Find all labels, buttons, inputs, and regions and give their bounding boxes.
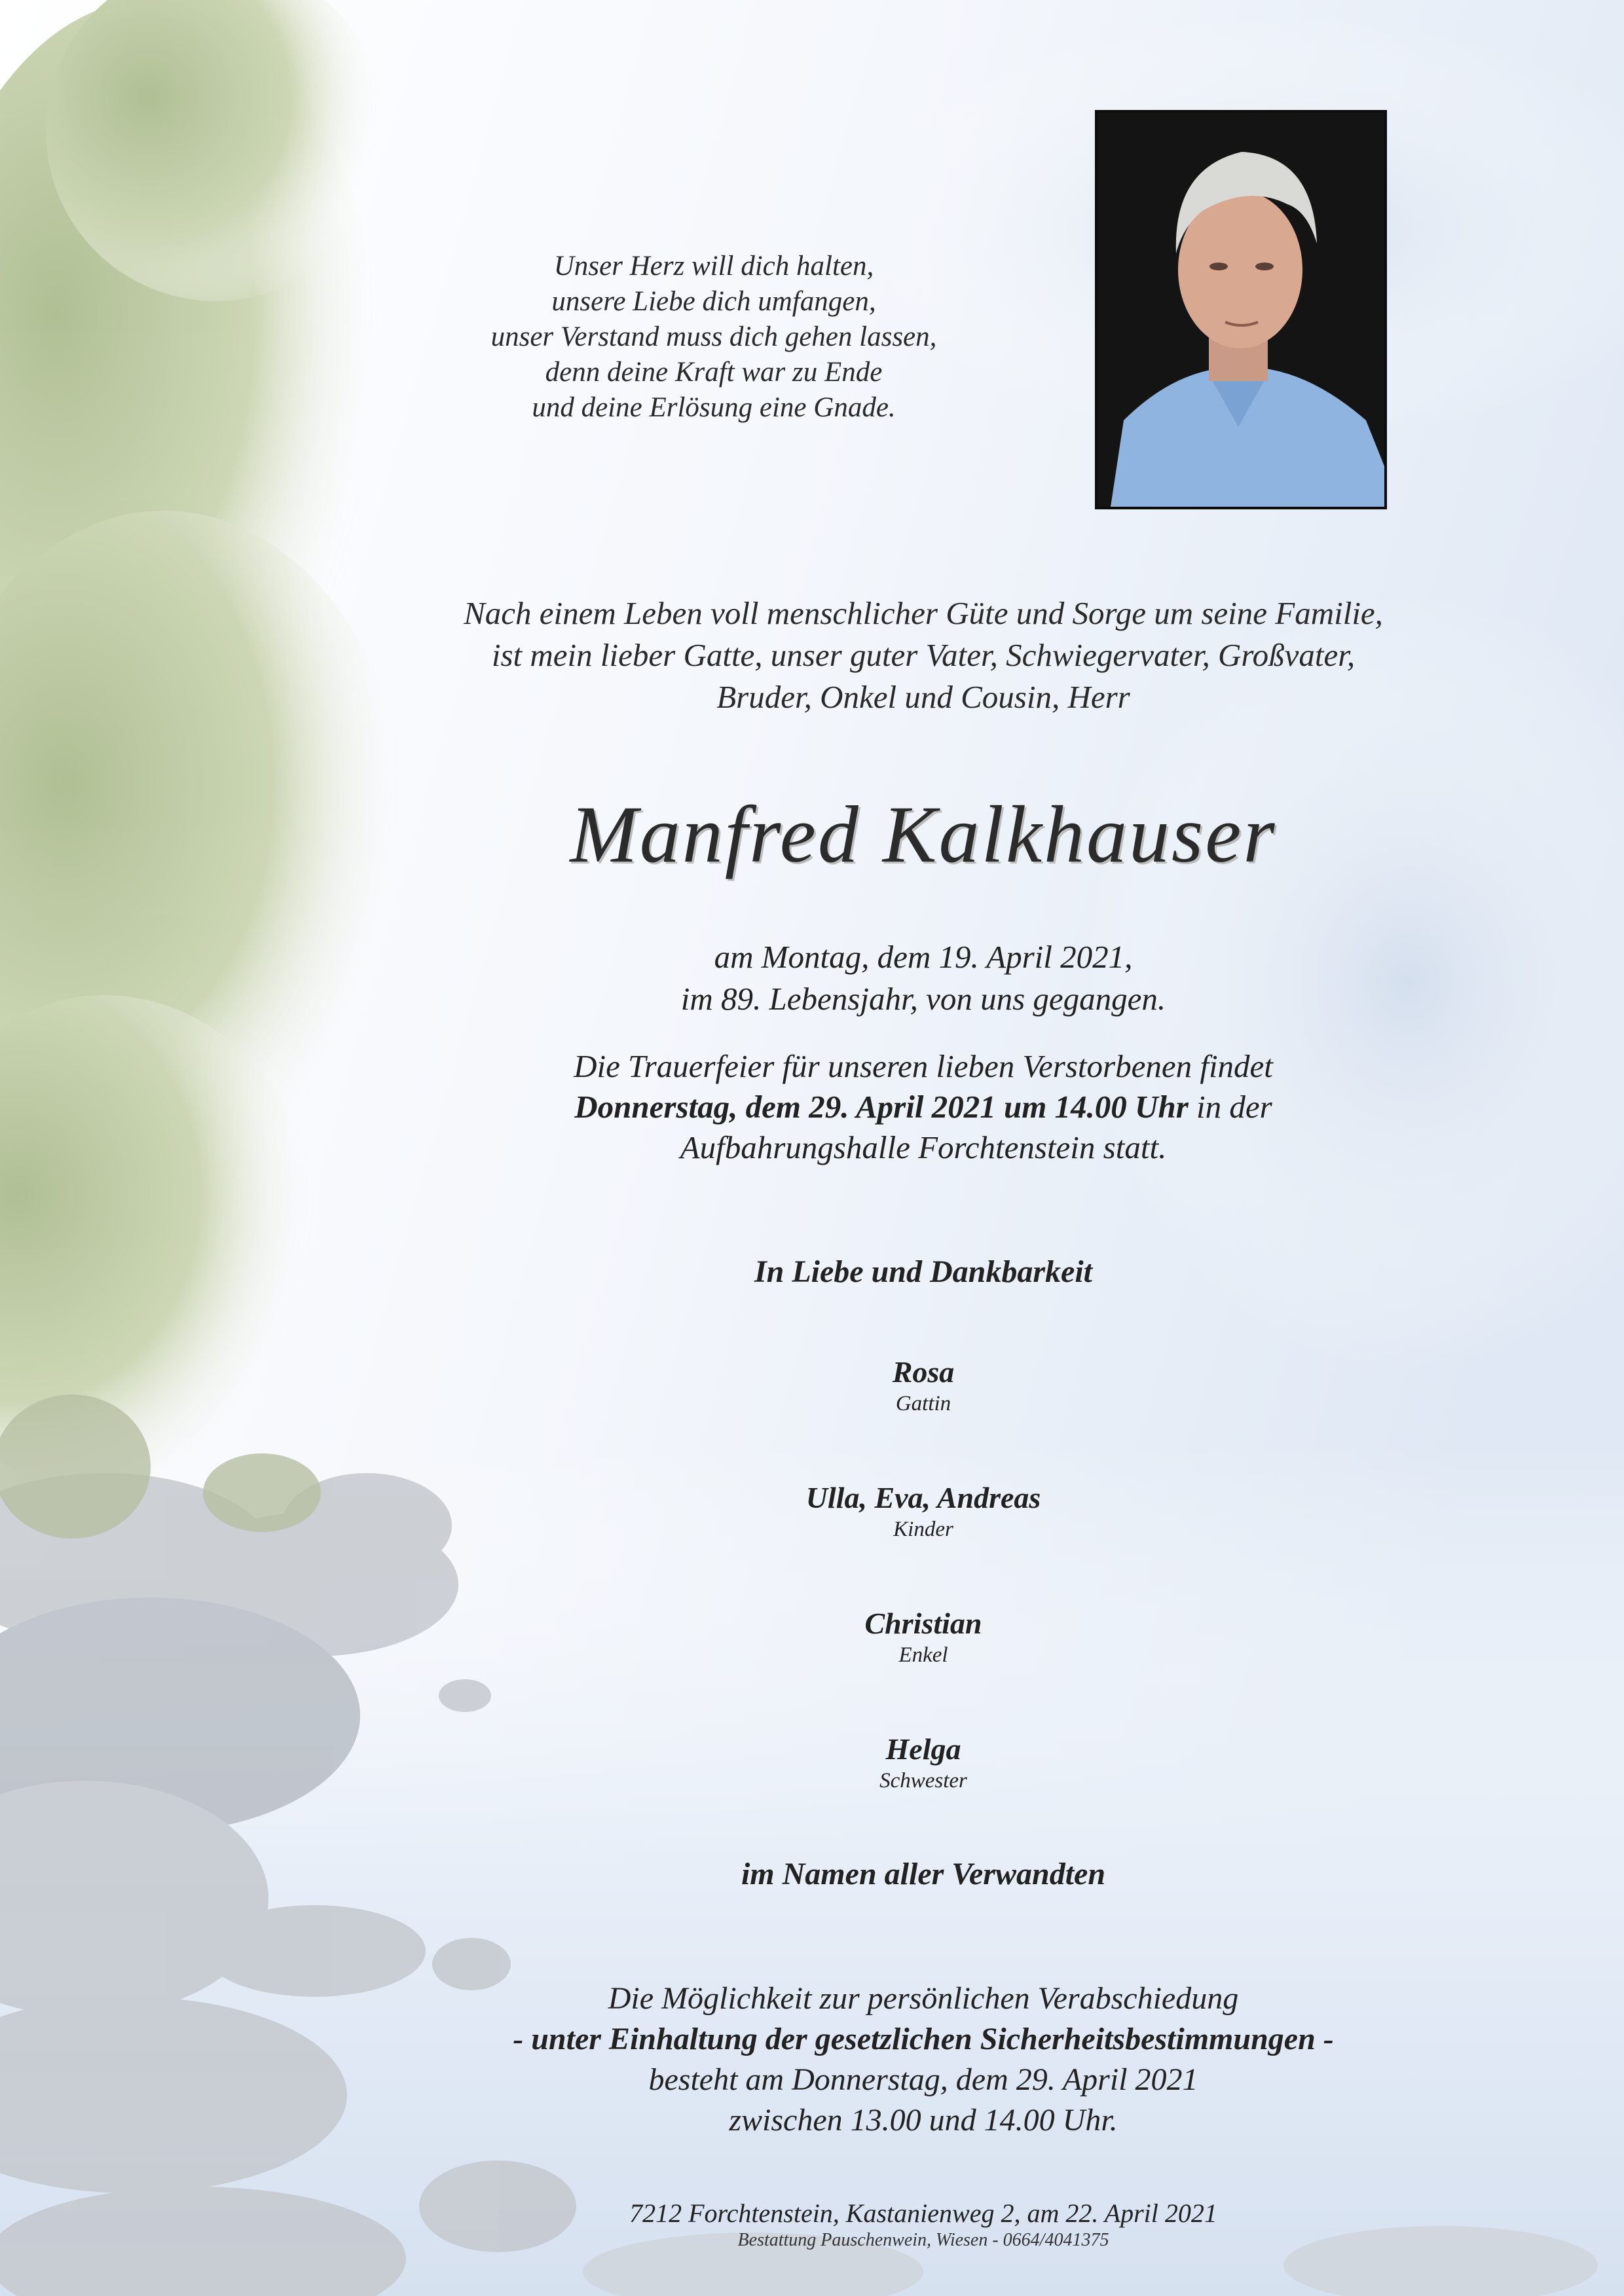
- family-member-name: Rosa: [892, 1355, 955, 1389]
- family-member-role: Kinder: [893, 1518, 953, 1541]
- intro-line: Nach einem Leben voll menschlicher Güte und Sorge um seine Familie,: [464, 595, 1383, 631]
- family-member-name: Ulla, Eva, Andreas: [805, 1481, 1041, 1514]
- address-line: 7212 Forchtenstein, Kastanienweg 2, am 22. April 2021: [629, 2198, 1217, 2228]
- family-member-role: Schwester: [879, 1769, 967, 1793]
- deceased-name: Manfred Kalkhauser: [570, 790, 1277, 879]
- behalf-phrase: im Namen aller Verwandten: [741, 1857, 1106, 1891]
- farewell-line: besteht am Donnerstag, dem 29. April 2021: [648, 2062, 1198, 2097]
- poem-line: und deine Erlösung eine Gnade.: [532, 392, 896, 423]
- poem: [386, 249, 1041, 426]
- closing-phrase: In Liebe und Dankbarkeit: [754, 1254, 1093, 1289]
- farewell-line: zwischen 13.00 und 14.00 Uhr.: [729, 2103, 1118, 2138]
- family-member: [367, 1605, 1480, 1668]
- death-line: am Montag, dem 19. April 2021,: [714, 939, 1133, 975]
- family-member-role: Gattin: [895, 1392, 951, 1415]
- intro-text: [367, 592, 1480, 718]
- family-member: [367, 1480, 1480, 1542]
- family-member-name: Helga: [885, 1732, 961, 1766]
- death-notice: [367, 936, 1480, 1020]
- ceremony-datetime: Donnerstag, dem 29. April 2021 um 14.00 Uhr: [574, 1089, 1189, 1125]
- portrait-photo: [1095, 110, 1387, 509]
- ceremony-info: [367, 1046, 1480, 1168]
- poem-line: unsere Liebe dich umfangen,: [551, 286, 876, 317]
- farewell-info: [367, 1978, 1480, 2141]
- farewell-safety-line: - unter Einhaltung der gesetzlichen Sicherheitsbestimmungen -: [513, 2022, 1334, 2056]
- family-member: [367, 1731, 1480, 1794]
- death-line: im 89. Lebensjahr, von uns gegangen.: [680, 981, 1166, 1017]
- portrait-image: [1098, 113, 1384, 507]
- intro-line: ist mein lieber Gatte, unser guter Vater, Schwiegervater, Großvater,: [491, 637, 1356, 673]
- ceremony-line: [367, 1087, 1480, 1127]
- intro-line: Bruder, Onkel und Cousin, Herr: [716, 679, 1130, 715]
- family-member-name: Christian: [864, 1607, 982, 1640]
- poem-line: Unser Herz will dich halten,: [553, 251, 874, 282]
- ceremony-line: Die Trauerfeier für unseren lieben Verstorbenen findet: [574, 1048, 1273, 1084]
- farewell-line: Die Möglichkeit zur persönlichen Verabschiedung: [608, 1981, 1239, 2016]
- undertaker-line: Bestattung Pauschenwein, Wiesen - 0664/4041375: [737, 2230, 1109, 2250]
- poem-line: denn deine Kraft war zu Ende: [545, 357, 883, 388]
- family-member-role: Enkel: [898, 1643, 948, 1667]
- poem-line: unser Verstand muss dich gehen lassen,: [490, 321, 937, 352]
- family-member: [367, 1354, 1480, 1417]
- ceremony-line-rest: in der: [1188, 1089, 1272, 1125]
- ceremony-line: Aufbahrungshalle Forchtenstein statt.: [680, 1129, 1167, 1165]
